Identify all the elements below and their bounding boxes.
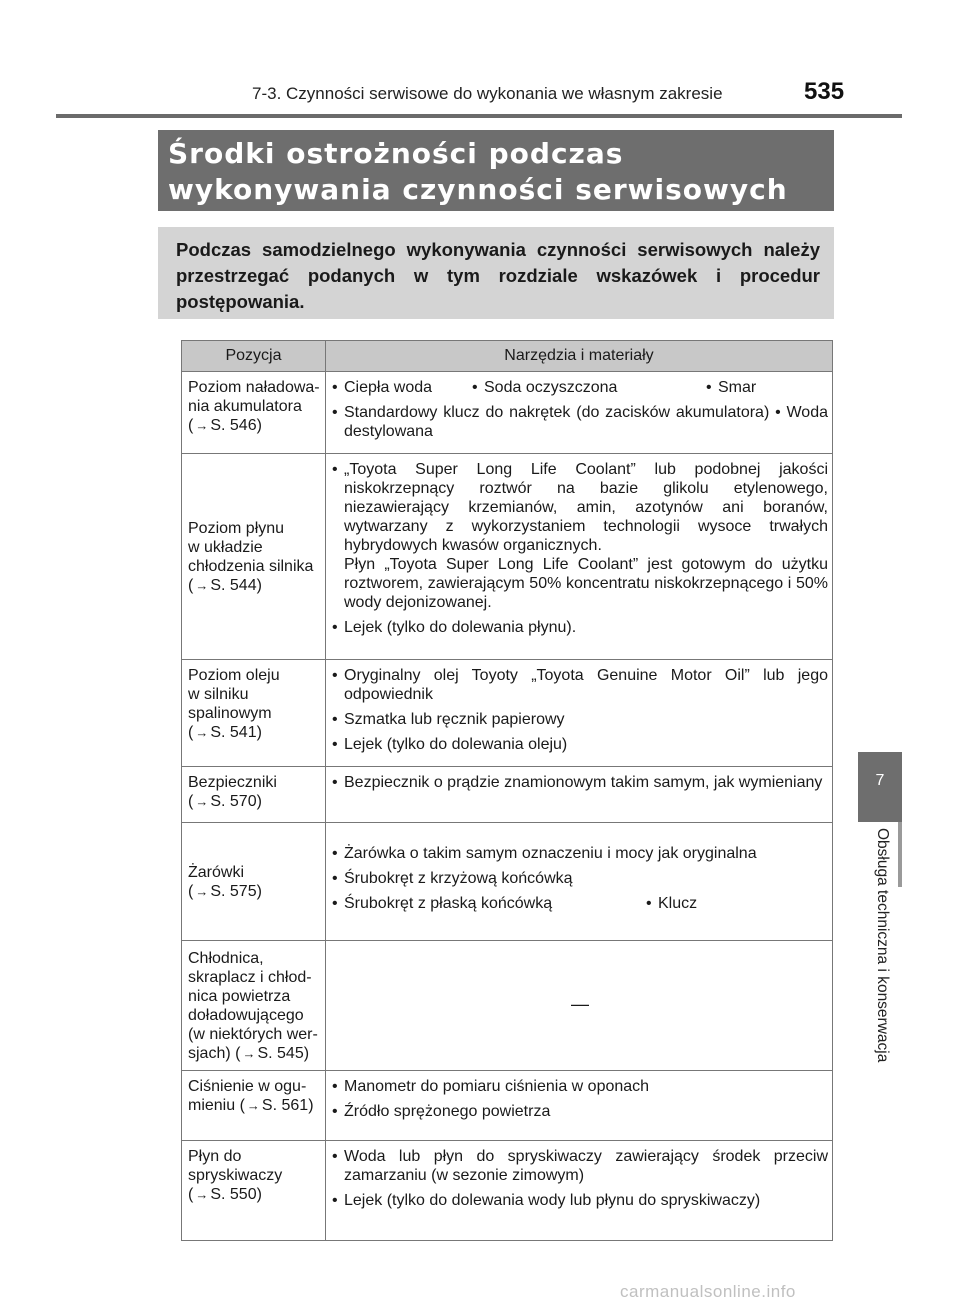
tool-item: • Szmatka lub ręcznik papierowy	[332, 710, 828, 729]
chapter-side-label	[867, 826, 897, 1126]
table-row	[182, 767, 833, 823]
tool-item: • Lejek (tylko do dolewania płynu).	[332, 618, 828, 637]
arrow-right-icon: →	[242, 1045, 256, 1061]
page-reference[interactable]: S. 541	[210, 724, 257, 741]
header-position: Pozycja	[182, 341, 326, 372]
tool-item: • „Toyota Super Long Life Coolant” lub podobnej jakości niskokrzepnący roztwór na bazie glikolu etylenowego, niezawierający krzemianów, amin, azotynów ani boranów, wytwarzany z wykorzystaniem technologii wysoce trwałych hybrydowych kwasów organicznych. Płyn „Toyota Super Long Life Coolant” jest gotowym do użytku roztworem, zawierającym 50% koncentratu niskokrzepnącego i 50% wody dejonizowanej.	[332, 460, 828, 612]
page-reference[interactable]: S. 570	[210, 793, 257, 810]
position-text: Płyn do spryskiwaczy	[188, 1148, 283, 1184]
page-reference[interactable]: S. 544	[210, 576, 257, 594]
table-row	[182, 372, 833, 454]
row-tools-cell	[326, 823, 833, 941]
tool-item: • Źródło sprężonego powietrza	[332, 1102, 828, 1121]
tool-item: • Soda oczyszczona	[472, 378, 706, 397]
watermark: carmanualsonline.info	[620, 1282, 796, 1301]
page-reference[interactable]: S. 545	[257, 1044, 304, 1062]
table-header-row	[182, 341, 833, 372]
table-row	[182, 1071, 833, 1141]
tools-table	[181, 340, 833, 1241]
page-reference[interactable]: S. 546	[210, 417, 257, 434]
page-reference[interactable]: S. 550	[210, 1186, 257, 1203]
row-tools-cell	[326, 454, 833, 660]
position-text: Poziom płynu w układzie chłodzenia silnika	[188, 519, 314, 575]
chapter-title: 7-3. Czynności serwisowe do wykonania we własnym zakresie	[252, 84, 723, 103]
table-row	[182, 941, 833, 1071]
arrow-right-icon: →	[195, 577, 209, 593]
tool-item: • Ciepła woda	[332, 378, 472, 397]
tool-item: • Oryginalny olej Toyoty „Toyota Genuine Motor Oil” lub jego odpowiednik	[332, 666, 828, 704]
row-position-cell: Poziom oleju w silniku spalinowym ( → S. 541)	[182, 660, 326, 767]
tool-item: • Lejek (tylko do dolewania wody lub płynu do spryskiwaczy)	[332, 1191, 828, 1210]
page-reference[interactable]: S. 561	[261, 1097, 309, 1114]
intro-box	[158, 227, 834, 319]
row-position-cell: Poziom płynu w układzie chłodzenia silnika ( → S. 544)	[182, 454, 326, 660]
row-tools-cell	[326, 372, 833, 454]
tool-item: • Smar	[706, 378, 828, 397]
section-title-box	[158, 130, 834, 211]
tool-item: • Woda lub płyn do spryskiwaczy zawierający środek przeciw zamarzaniu (w sezonie zimowym)	[332, 1147, 828, 1185]
tool-item-row	[332, 894, 828, 913]
section-title: Środki ostrożności podczas wykonywania czynności serwisowych	[168, 137, 788, 206]
arrow-right-icon: →	[195, 725, 209, 740]
position-text: Żarówki	[188, 863, 245, 881]
row-tools-cell	[326, 1141, 833, 1241]
tool-item: • Bezpiecznik o prądzie znamionowym takim samym, jak wymieniany	[332, 773, 828, 792]
row-position-cell: Chłodnica, skraplacz i chłod- nica powietrza doładowującego (w niektórych wer- sjach) ( → S. 545)	[182, 941, 326, 1071]
tool-item-row	[332, 378, 828, 397]
tool-item: • Lejek (tylko do dolewania oleju)	[332, 735, 828, 754]
tool-item: • Manometr do pomiaru ciśnienia w oponach	[332, 1077, 828, 1096]
tool-item: • Standardowy klucz do nakrętek (do zacisków akumulatora) • Woda destylowana	[332, 403, 828, 441]
row-position-cell: Poziom naładowa- nia akumulatora ( → S. 546)	[182, 372, 326, 454]
chapter-tab	[858, 752, 902, 822]
intro-text: Podczas samodzielnego wykonywania czynności serwisowych należy przestrzegać podanych w tym rozdziale wskazówek i procedur postępowania.	[176, 239, 820, 312]
header-rule	[56, 114, 902, 118]
tool-item: • Żarówka o takim samym oznaczeniu i mocy jak oryginalna	[332, 844, 828, 863]
chapter-tab-bar	[898, 822, 902, 887]
arrow-right-icon: →	[195, 794, 209, 809]
arrow-right-icon: →	[246, 1098, 260, 1113]
empty-dash: —	[571, 994, 589, 1014]
table-row	[182, 823, 833, 941]
page-number: 535	[804, 78, 845, 105]
row-tools-cell	[326, 1071, 833, 1141]
arrow-right-icon: →	[195, 1187, 209, 1202]
tool-item: • Klucz	[646, 894, 778, 913]
table-row	[182, 1141, 833, 1241]
header-tools: Narzędzia i materiały	[326, 341, 833, 372]
row-tools-cell	[326, 660, 833, 767]
table-row	[182, 660, 833, 767]
position-text: Poziom oleju w silniku spalinowym	[188, 667, 280, 722]
tool-item: • Śrubokręt z krzyżową końcówką	[332, 869, 828, 888]
row-position-cell: Żarówki ( → S. 575)	[182, 823, 326, 941]
arrow-right-icon: →	[195, 883, 209, 899]
position-text: Bezpieczniki	[188, 774, 277, 791]
chapter-side-label-text: Obsługa techniczna i konserwacja	[874, 828, 891, 1063]
chapter-tab-number: 7	[875, 772, 885, 789]
position-text: Poziom naładowa- nia akumulatora	[188, 379, 320, 415]
row-tools-cell	[326, 767, 833, 823]
tool-item: • Śrubokręt z płaską końcówką	[332, 894, 646, 913]
row-tools-cell	[326, 941, 833, 1071]
position-text: Chłodnica, skraplacz i chłod- nica powietrza doładowującego (w niektórych wer- sjach)	[188, 949, 318, 1062]
position-text: Ciśnienie w ogu- mieniu	[188, 1078, 307, 1114]
row-position-cell: Płyn do spryskiwaczy ( → S. 550)	[182, 1141, 326, 1241]
page-reference[interactable]: S. 575	[210, 882, 257, 900]
table-row	[182, 454, 833, 660]
row-position-cell: Ciśnienie w ogu- mieniu ( → S. 561)	[182, 1071, 326, 1141]
arrow-right-icon: →	[195, 418, 209, 433]
row-position-cell: Bezpieczniki ( → S. 570)	[182, 767, 326, 823]
table-body	[182, 372, 833, 1241]
